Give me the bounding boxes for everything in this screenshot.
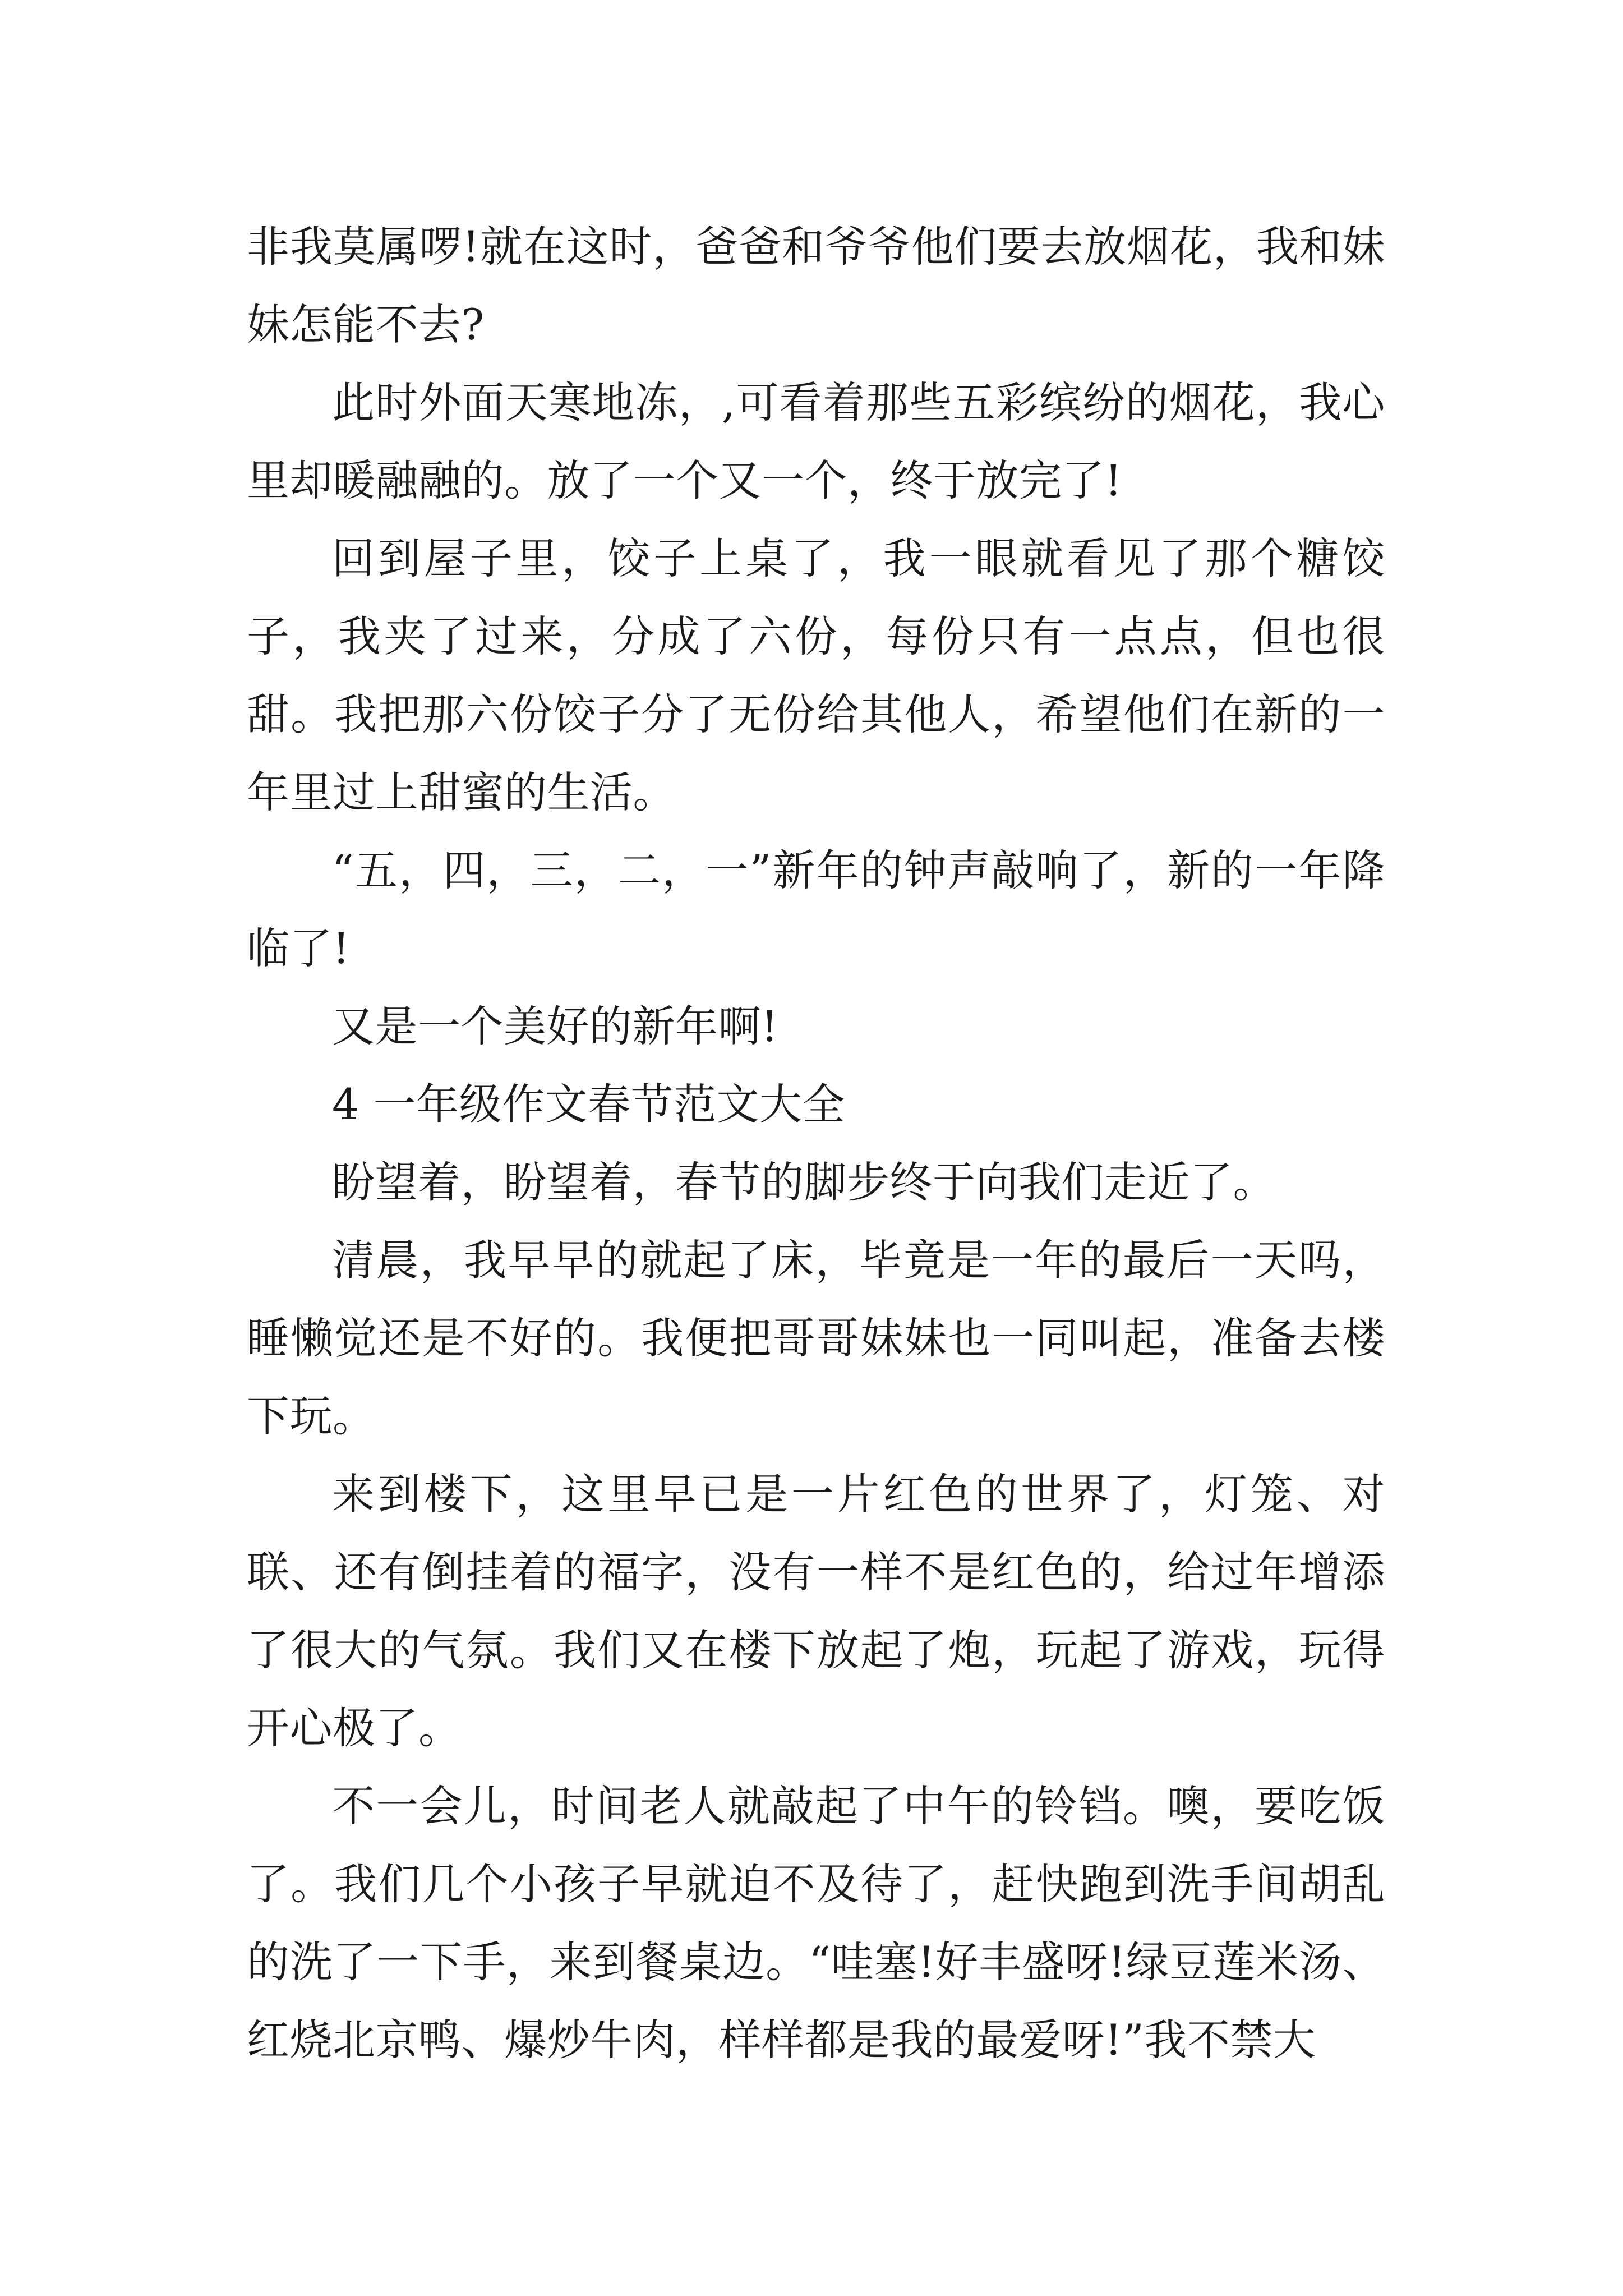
paragraph: “五，四，三，二，一”新年的钟声敲响了，新的一年降临了!: [247, 845, 1385, 973]
paragraph: 回到屋子里，饺子上桌了，我一眼就看见了那个糖饺子，我夹了过来，分成了六份，每份只有一点点，但也很甜。我把那六份饺子分了无份给其他人，希望他们在新的一年里过上甜蜜的生活。: [247, 533, 1385, 817]
paragraph: 不一会儿，时间老人就敲起了中午的铃铛。噢，要吃饭了。我们几个小孩子早就迫不及待了，赶快跑到洗手间胡乱的洗了一下手，来到餐桌边。“哇塞!好丰盛呀!绿豆莲米汤、红烧北京鸭、爆炒牛肉，样样都是我的最爱呀!”我不禁大: [247, 1781, 1385, 2065]
paragraph-continuation: 非我莫属啰!就在这时，爸爸和爷爷他们要去放烟花，我和妹妹怎能不去?: [247, 222, 1385, 349]
paragraph: 此时外面天寒地冻，,可看着那些五彩缤纷的烟花，我心里却暖融融的。放了一个又一个，终于放完了!: [247, 378, 1385, 505]
paragraph: 来到楼下，这里早已是一片红色的世界了，灯笼、对联、还有倒挂着的福字，没有一样不是红色的，给过年增添了很大的气氛。我们又在楼下放起了炮，玩起了游戏，玩得开心极了。: [247, 1469, 1385, 1753]
paragraph: 又是一个美好的新年啊!: [332, 1001, 779, 1051]
section-heading: 4 一年级作文春节范文大全: [332, 1079, 846, 1129]
essay-body: [247, 208, 1385, 2079]
paragraph: 清晨，我早早的就起了床，毕竟是一年的最后一天吗，睡懒觉还是不好的。我便把哥哥妹妹也一同叫起，准备去楼下玩。: [247, 1235, 1385, 1441]
paragraph: 盼望着，盼望着，春节的脚步终于向我们走近了。: [332, 1157, 1276, 1207]
